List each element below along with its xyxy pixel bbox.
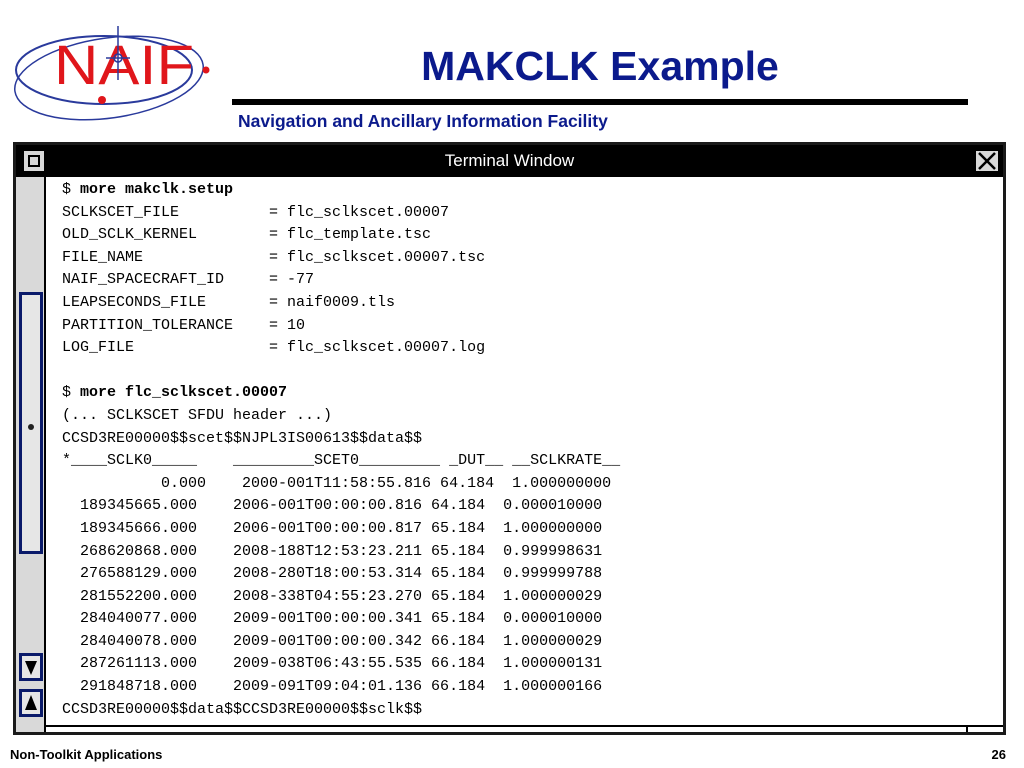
page-number: 26 (991, 747, 1006, 762)
terminal-line (62, 495, 992, 518)
close-button[interactable] (974, 149, 1000, 173)
terminal-line (62, 360, 992, 383)
close-icon (976, 151, 998, 171)
scroll-down-icon (22, 656, 40, 678)
horizontal-scrollbar[interactable] (46, 725, 1003, 732)
output-text: 287261113.000 2009-038T06:43:55.535 66.184 1.000000131 (62, 655, 603, 673)
terminal-line (62, 224, 992, 247)
terminal-line (62, 179, 992, 202)
terminal-window (13, 142, 1006, 735)
footer-section-name: Non-Toolkit Applications (10, 747, 163, 762)
thumb-grip-icon (28, 424, 34, 430)
shell-command: more flc_sclkscet.00007 (80, 384, 288, 402)
output-text: NAIF_SPACECRAFT_ID = -77 (62, 271, 315, 289)
terminal-line (62, 247, 992, 270)
scrollbar-thumb[interactable] (19, 292, 43, 554)
terminal-line (62, 541, 992, 564)
terminal-output[interactable] (62, 179, 992, 721)
terminal-line (62, 269, 992, 292)
terminal-line (62, 428, 992, 451)
output-text: 284040078.000 2009-001T00:00:00.342 66.184 1.000000029 (62, 632, 603, 650)
terminal-line (62, 405, 992, 428)
logo-wordmark: NAIF (54, 33, 194, 96)
output-text: *____SCLK0_____ _________SCET0_________ _DUT__ __SCLKRATE__ (62, 452, 621, 470)
output-text: 189345666.000 2006-001T00:00:00.817 65.184 1.000000000 (62, 519, 603, 537)
output-text: 276588129.000 2008-280T18:00:53.314 65.184 0.999999788 (62, 565, 603, 583)
output-text: 284040077.000 2009-001T00:00:00.341 65.184 0.000010000 (62, 610, 603, 628)
terminal-line (62, 382, 992, 405)
output-text: CCSD3RE00000$$scet$$NJPL3IS00613$$data$$ (62, 429, 423, 447)
terminal-line (62, 676, 992, 699)
slide-subtitle: Navigation and Ancillary Information Facility (238, 111, 608, 131)
output-text: OLD_SCLK_KERNEL = flc_template.tsc (62, 226, 432, 244)
slide-title: MAKCLK Example (421, 43, 779, 89)
window-titlebar[interactable] (16, 145, 1003, 177)
terminal-line (62, 315, 992, 338)
shell-command: more makclk.setup (80, 181, 234, 198)
output-text: (... SCLKSCET SFDU header ...) (62, 406, 333, 424)
terminal-line (62, 337, 992, 360)
output-text: FILE_NAME = flc_sclkscet.00007.tsc (62, 248, 486, 266)
window-menu-button[interactable] (22, 149, 46, 173)
output-text: PARTITION_TOLERANCE = 10 (62, 316, 306, 334)
terminal-line (62, 586, 992, 609)
terminal-line (62, 518, 992, 541)
output-text: SCLKSCET_FILE = flc_sclkscet.00007 (62, 203, 450, 221)
output-text: LEAPSECONDS_FILE = naif0009.tls (62, 293, 396, 311)
output-text: LOG_FILE = flc_sclkscet.00007.log (62, 339, 486, 357)
hscroll-marker (966, 727, 968, 732)
title-rule (232, 99, 968, 105)
terminal-line (62, 473, 992, 496)
terminal-line (62, 699, 992, 722)
terminal-line (62, 450, 992, 473)
output-text: 281552200.000 2008-338T04:55:23.270 65.184 1.000000029 (62, 587, 603, 605)
vertical-scrollbar[interactable] (16, 177, 46, 732)
shell-prompt: $ (62, 181, 81, 198)
scroll-down-button[interactable] (19, 653, 43, 681)
window-menu-icon (28, 155, 40, 167)
scroll-up-icon (22, 692, 40, 714)
terminal-line (62, 563, 992, 586)
output-text: 268620868.000 2008-188T12:53:23.211 65.184 0.999998631 (62, 542, 603, 560)
output-text: 291848718.000 2009-091T09:04:01.136 66.184 1.000000166 (62, 678, 603, 696)
output-text: 0.000 2000-001T11:58:55.816 64.184 1.000000000 (62, 474, 612, 492)
terminal-line (62, 631, 992, 654)
window-title: Terminal Window (444, 151, 575, 170)
shell-prompt: $ (62, 384, 81, 402)
scroll-up-button[interactable] (19, 689, 43, 717)
naif-logo (14, 18, 220, 126)
terminal-line (62, 202, 992, 225)
terminal-line (62, 653, 992, 676)
output-text: 189345665.000 2006-001T00:00:00.816 64.184 0.000010000 (62, 497, 603, 515)
output-text: CCSD3RE00000$$data$$CCSD3RE00000$$sclk$$ (62, 700, 423, 718)
terminal-line (62, 608, 992, 631)
terminal-line (62, 292, 992, 315)
